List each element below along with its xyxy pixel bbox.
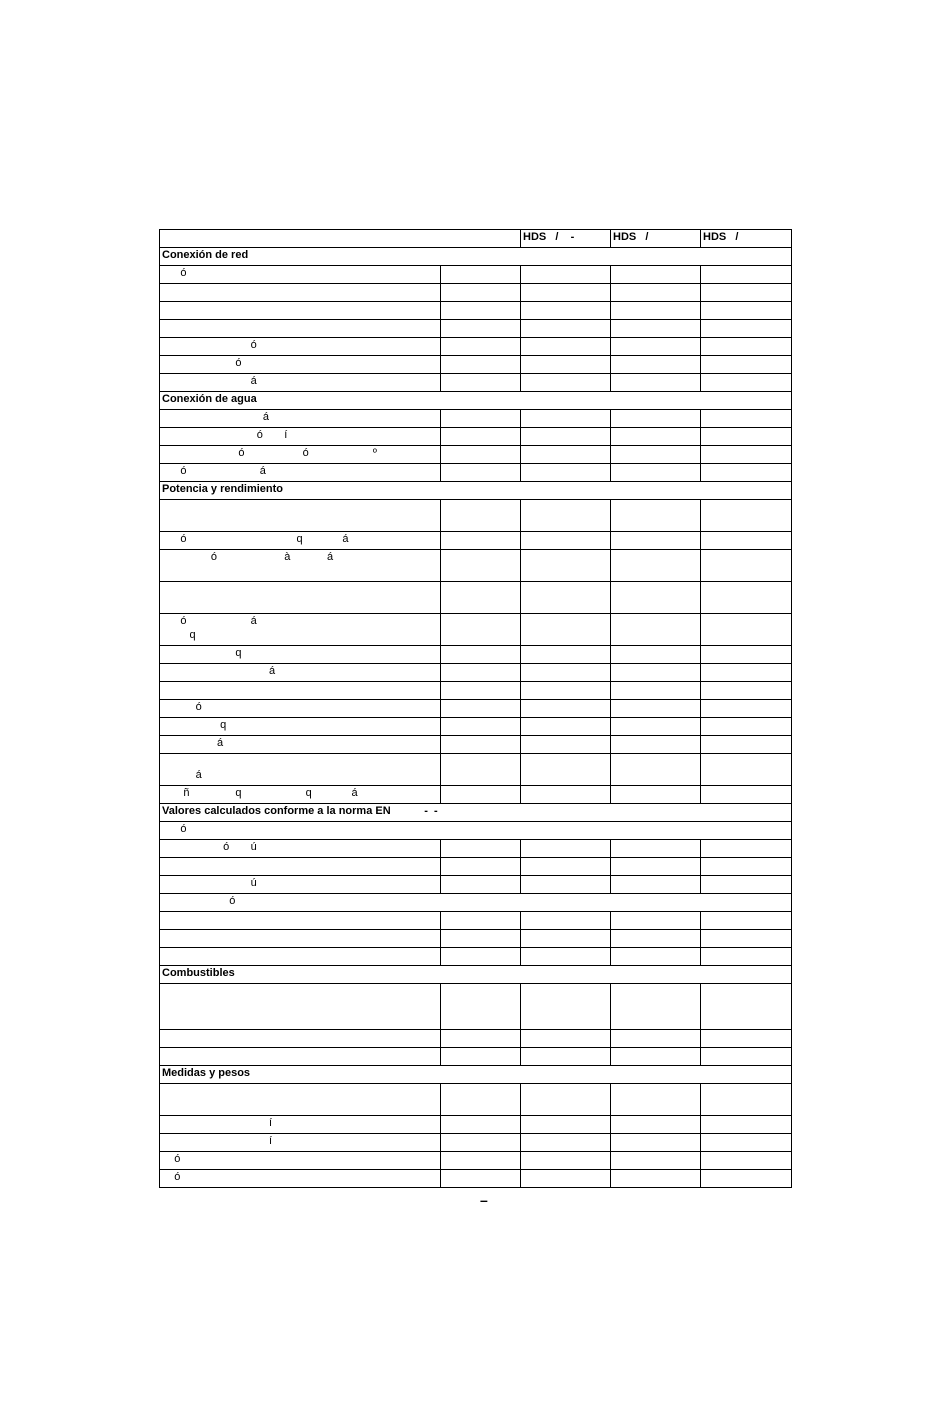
value-cell-model-3 xyxy=(701,984,792,1030)
value-cell-model-2 xyxy=(611,930,701,948)
value-cell-model-1 xyxy=(521,532,611,550)
value-cell-model-3 xyxy=(701,858,792,876)
value-cell-model-1 xyxy=(521,320,611,338)
section-title: Conexión de red xyxy=(160,248,792,266)
unit-cell xyxy=(441,1170,521,1188)
value-cell-model-2 xyxy=(611,984,701,1030)
unit-cell xyxy=(441,464,521,482)
value-cell-model-2 xyxy=(611,754,701,786)
unit-cell xyxy=(441,1134,521,1152)
value-cell-model-3 xyxy=(701,700,792,718)
unit-cell xyxy=(441,1048,521,1066)
value-cell-model-3 xyxy=(701,464,792,482)
unit-cell xyxy=(441,1116,521,1134)
value-cell-model-1 xyxy=(521,858,611,876)
value-cell-model-2 xyxy=(611,840,701,858)
table-row xyxy=(160,736,792,754)
table-row xyxy=(160,582,792,614)
unit-cell xyxy=(441,840,521,858)
row-label: í xyxy=(160,1134,441,1152)
value-cell-model-1 xyxy=(521,1030,611,1048)
unit-cell xyxy=(441,410,521,428)
value-cell-model-2 xyxy=(611,1084,701,1116)
value-cell-model-2 xyxy=(611,464,701,482)
value-cell-model-3 xyxy=(701,1152,792,1170)
row-label: ó ú xyxy=(160,840,441,858)
value-cell-model-2 xyxy=(611,338,701,356)
value-cell-model-3 xyxy=(701,614,792,646)
table-row xyxy=(160,356,792,374)
value-cell-model-1 xyxy=(521,984,611,1030)
table-row xyxy=(160,410,792,428)
table-row xyxy=(160,1084,792,1116)
value-cell-model-2 xyxy=(611,876,701,894)
table-row xyxy=(160,858,792,876)
unit-cell xyxy=(441,858,521,876)
section-title: Potencia y rendimiento xyxy=(160,482,792,500)
value-cell-model-1 xyxy=(521,786,611,804)
row-label: í xyxy=(160,1116,441,1134)
table-row xyxy=(160,338,792,356)
unit-cell xyxy=(441,614,521,646)
row-label: ó xyxy=(160,338,441,356)
value-cell-model-1 xyxy=(521,582,611,614)
section-row xyxy=(160,248,792,266)
value-cell-model-3 xyxy=(701,410,792,428)
row-label: ó xyxy=(160,1170,441,1188)
row-label xyxy=(160,302,441,320)
section-row xyxy=(160,966,792,984)
section-title: ó xyxy=(160,822,792,840)
value-cell-model-3 xyxy=(701,786,792,804)
row-label xyxy=(160,912,441,930)
row-label xyxy=(160,930,441,948)
value-cell-model-2 xyxy=(611,1116,701,1134)
table-row xyxy=(160,682,792,700)
unit-cell xyxy=(441,682,521,700)
unit-cell xyxy=(441,1030,521,1048)
unit-cell xyxy=(441,532,521,550)
section-title: Conexión de agua xyxy=(160,392,792,410)
unit-cell xyxy=(441,500,521,532)
row-label: ó xyxy=(160,356,441,374)
value-cell-model-1 xyxy=(521,266,611,284)
table-row xyxy=(160,550,792,582)
row-label: q xyxy=(160,718,441,736)
table-row xyxy=(160,1116,792,1134)
value-cell-model-2 xyxy=(611,1048,701,1066)
table-header-row xyxy=(160,230,792,248)
value-cell-model-3 xyxy=(701,930,792,948)
value-cell-model-2 xyxy=(611,356,701,374)
table-row xyxy=(160,464,792,482)
table-row xyxy=(160,1170,792,1188)
table-row xyxy=(160,266,792,284)
row-label: ó ó º xyxy=(160,446,441,464)
value-cell-model-3 xyxy=(701,948,792,966)
value-cell-model-2 xyxy=(611,736,701,754)
value-cell-model-1 xyxy=(521,1048,611,1066)
unit-cell xyxy=(441,374,521,392)
table-row xyxy=(160,532,792,550)
unit-cell xyxy=(441,338,521,356)
section-row xyxy=(160,804,792,822)
table-row xyxy=(160,1152,792,1170)
value-cell-model-3 xyxy=(701,754,792,786)
table-row xyxy=(160,912,792,930)
table-row xyxy=(160,284,792,302)
unit-cell xyxy=(441,664,521,682)
table-row xyxy=(160,664,792,682)
value-cell-model-2 xyxy=(611,500,701,532)
section-row xyxy=(160,894,792,912)
value-cell-model-1 xyxy=(521,664,611,682)
value-cell-model-3 xyxy=(701,664,792,682)
unit-cell xyxy=(441,428,521,446)
value-cell-model-2 xyxy=(611,912,701,930)
value-cell-model-3 xyxy=(701,1048,792,1066)
row-label: á xyxy=(160,754,441,786)
value-cell-model-2 xyxy=(611,320,701,338)
unit-cell xyxy=(441,446,521,464)
section-title: Medidas y pesos xyxy=(160,1066,792,1084)
value-cell-model-3 xyxy=(701,500,792,532)
table-row xyxy=(160,320,792,338)
section-row xyxy=(160,392,792,410)
value-cell-model-1 xyxy=(521,446,611,464)
table-row xyxy=(160,302,792,320)
value-cell-model-1 xyxy=(521,500,611,532)
unit-cell xyxy=(441,1084,521,1116)
value-cell-model-1 xyxy=(521,1170,611,1188)
value-cell-model-2 xyxy=(611,718,701,736)
unit-cell xyxy=(441,1152,521,1170)
value-cell-model-3 xyxy=(701,1030,792,1048)
value-cell-model-2 xyxy=(611,1134,701,1152)
value-cell-model-3 xyxy=(701,718,792,736)
value-cell-model-1 xyxy=(521,682,611,700)
value-cell-model-3 xyxy=(701,840,792,858)
value-cell-model-2 xyxy=(611,1170,701,1188)
value-cell-model-3 xyxy=(701,320,792,338)
value-cell-model-3 xyxy=(701,532,792,550)
value-cell-model-2 xyxy=(611,582,701,614)
value-cell-model-1 xyxy=(521,428,611,446)
value-cell-model-3 xyxy=(701,682,792,700)
value-cell-model-3 xyxy=(701,912,792,930)
unit-cell xyxy=(441,876,521,894)
value-cell-model-2 xyxy=(611,786,701,804)
row-label xyxy=(160,984,441,1030)
unit-cell xyxy=(441,582,521,614)
value-cell-model-1 xyxy=(521,912,611,930)
value-cell-model-2 xyxy=(611,302,701,320)
value-cell-model-3 xyxy=(701,446,792,464)
table-row xyxy=(160,786,792,804)
row-label: á xyxy=(160,410,441,428)
value-cell-model-3 xyxy=(701,302,792,320)
value-cell-model-3 xyxy=(701,736,792,754)
value-cell-model-2 xyxy=(611,428,701,446)
table-row xyxy=(160,754,792,786)
unit-cell xyxy=(441,736,521,754)
value-cell-model-3 xyxy=(701,1170,792,1188)
value-cell-model-3 xyxy=(701,646,792,664)
value-cell-model-1 xyxy=(521,754,611,786)
value-cell-model-2 xyxy=(611,284,701,302)
table-row xyxy=(160,1048,792,1066)
value-cell-model-2 xyxy=(611,550,701,582)
row-label xyxy=(160,284,441,302)
row-label xyxy=(160,858,441,876)
value-cell-model-2 xyxy=(611,646,701,664)
value-cell-model-2 xyxy=(611,682,701,700)
unit-cell xyxy=(441,718,521,736)
unit-cell xyxy=(441,948,521,966)
page-number: – xyxy=(480,1192,488,1208)
value-cell-model-2 xyxy=(611,532,701,550)
value-cell-model-3 xyxy=(701,550,792,582)
row-label xyxy=(160,500,441,532)
value-cell-model-3 xyxy=(701,428,792,446)
specifications-table xyxy=(159,229,792,1188)
value-cell-model-3 xyxy=(701,338,792,356)
table-row xyxy=(160,984,792,1030)
value-cell-model-2 xyxy=(611,700,701,718)
table-row xyxy=(160,614,792,646)
table-row xyxy=(160,930,792,948)
table-row xyxy=(160,1030,792,1048)
row-label xyxy=(160,582,441,614)
row-label xyxy=(160,1030,441,1048)
table-row xyxy=(160,374,792,392)
value-cell-model-2 xyxy=(611,374,701,392)
value-cell-model-1 xyxy=(521,700,611,718)
unit-cell xyxy=(441,912,521,930)
unit-cell xyxy=(441,786,521,804)
value-cell-model-3 xyxy=(701,1084,792,1116)
value-cell-model-1 xyxy=(521,718,611,736)
section-title: Valores calculados conforme a la norma EN - - xyxy=(160,804,792,822)
value-cell-model-2 xyxy=(611,614,701,646)
value-cell-model-3 xyxy=(701,876,792,894)
value-cell-model-2 xyxy=(611,664,701,682)
row-label: ó á xyxy=(160,464,441,482)
row-label xyxy=(160,320,441,338)
unit-cell xyxy=(441,930,521,948)
table-row xyxy=(160,718,792,736)
value-cell-model-3 xyxy=(701,1134,792,1152)
value-cell-model-1 xyxy=(521,1152,611,1170)
row-label xyxy=(160,948,441,966)
value-cell-model-3 xyxy=(701,266,792,284)
value-cell-model-1 xyxy=(521,930,611,948)
row-label xyxy=(160,1084,441,1116)
row-label: ó q á xyxy=(160,532,441,550)
value-cell-model-3 xyxy=(701,1116,792,1134)
row-label: ú xyxy=(160,876,441,894)
row-label: ó xyxy=(160,266,441,284)
table-row xyxy=(160,446,792,464)
value-cell-model-1 xyxy=(521,1084,611,1116)
row-label: á xyxy=(160,664,441,682)
value-cell-model-1 xyxy=(521,614,611,646)
row-label xyxy=(160,682,441,700)
value-cell-model-2 xyxy=(611,266,701,284)
unit-cell xyxy=(441,356,521,374)
row-label: á xyxy=(160,736,441,754)
section-row xyxy=(160,482,792,500)
header-cell-label xyxy=(160,230,521,248)
table-row xyxy=(160,428,792,446)
value-cell-model-2 xyxy=(611,1030,701,1048)
row-label: ó í xyxy=(160,428,441,446)
value-cell-model-3 xyxy=(701,374,792,392)
header-cell-model-1: HDS / - xyxy=(521,230,611,248)
value-cell-model-1 xyxy=(521,736,611,754)
value-cell-model-2 xyxy=(611,1152,701,1170)
header-cell-model-3: HDS / xyxy=(701,230,792,248)
unit-cell xyxy=(441,646,521,664)
row-label: ó à á xyxy=(160,550,441,582)
value-cell-model-1 xyxy=(521,356,611,374)
value-cell-model-1 xyxy=(521,284,611,302)
value-cell-model-1 xyxy=(521,550,611,582)
table-row xyxy=(160,1134,792,1152)
value-cell-model-2 xyxy=(611,858,701,876)
unit-cell xyxy=(441,284,521,302)
value-cell-model-1 xyxy=(521,1134,611,1152)
value-cell-model-1 xyxy=(521,1116,611,1134)
row-label: á xyxy=(160,374,441,392)
section-row xyxy=(160,1066,792,1084)
value-cell-model-2 xyxy=(611,410,701,428)
value-cell-model-1 xyxy=(521,410,611,428)
table-body xyxy=(160,230,792,1188)
table-row xyxy=(160,500,792,532)
value-cell-model-1 xyxy=(521,948,611,966)
table-row xyxy=(160,948,792,966)
table-row xyxy=(160,646,792,664)
value-cell-model-3 xyxy=(701,582,792,614)
unit-cell xyxy=(441,754,521,786)
unit-cell xyxy=(441,266,521,284)
value-cell-model-1 xyxy=(521,464,611,482)
unit-cell xyxy=(441,302,521,320)
value-cell-model-3 xyxy=(701,356,792,374)
unit-cell xyxy=(441,320,521,338)
row-label xyxy=(160,1048,441,1066)
row-label: ó xyxy=(160,700,441,718)
unit-cell xyxy=(441,984,521,1030)
value-cell-model-1 xyxy=(521,338,611,356)
row-label: q xyxy=(160,646,441,664)
value-cell-model-1 xyxy=(521,302,611,320)
value-cell-model-2 xyxy=(611,446,701,464)
row-label: ó xyxy=(160,1152,441,1170)
value-cell-model-2 xyxy=(611,948,701,966)
header-cell-model-2: HDS / xyxy=(611,230,701,248)
value-cell-model-1 xyxy=(521,646,611,664)
value-cell-model-1 xyxy=(521,840,611,858)
value-cell-model-1 xyxy=(521,876,611,894)
unit-cell xyxy=(441,550,521,582)
table-row xyxy=(160,876,792,894)
unit-cell xyxy=(441,700,521,718)
section-row xyxy=(160,822,792,840)
table-row xyxy=(160,840,792,858)
section-title: Combustibles xyxy=(160,966,792,984)
table-row xyxy=(160,700,792,718)
section-title: ó xyxy=(160,894,792,912)
value-cell-model-1 xyxy=(521,374,611,392)
row-label: ñ q q á xyxy=(160,786,441,804)
row-label: ó á q xyxy=(160,614,441,646)
value-cell-model-3 xyxy=(701,284,792,302)
